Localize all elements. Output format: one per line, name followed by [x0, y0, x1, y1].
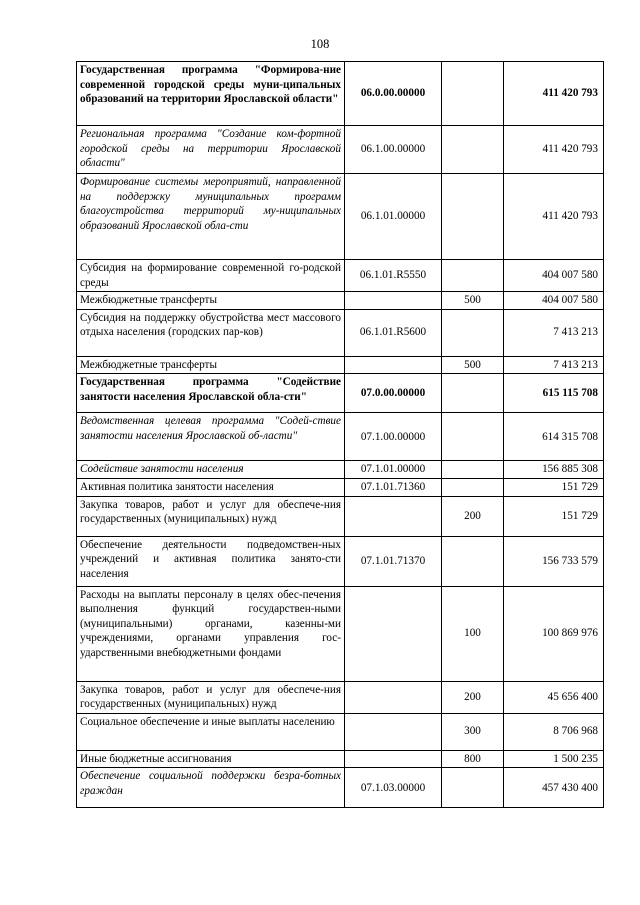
row-code: [345, 292, 442, 310]
table-row: [77, 713, 604, 750]
row-name: Социальное обеспечение и иные выплаты населению: [77, 713, 345, 750]
table-row: [77, 461, 604, 479]
row-code: 07.1.03.00000: [345, 768, 442, 808]
row-amount: 8 706 968: [504, 713, 604, 750]
row-code: 07.1.01.71370: [345, 536, 442, 586]
row-code: 06.0.00.00000: [345, 62, 442, 126]
table-row: [77, 62, 604, 126]
row-amount: 411 420 793: [504, 126, 604, 174]
row-code: 06.1.01.R5550: [345, 260, 442, 292]
table-row: [77, 260, 604, 292]
row-code: 06.1.01.R5600: [345, 309, 442, 356]
row-amount: 151 729: [504, 496, 604, 536]
row-amount: 411 420 793: [504, 62, 604, 126]
row-name: Обеспечение деятельности подведомствен-ных учреждений и активная политика занято-сти населения: [77, 536, 345, 586]
row-expense-type: [442, 461, 504, 479]
row-expense-type: [442, 260, 504, 292]
row-code: [345, 713, 442, 750]
row-expense-type: 200: [442, 496, 504, 536]
row-expense-type: 200: [442, 681, 504, 713]
row-name: Региональная программа "Создание ком-фортной городской среды на территории Ярославской области": [77, 126, 345, 174]
table-row: [77, 478, 604, 496]
table-row: [77, 292, 604, 310]
row-code: [345, 356, 442, 374]
row-name: Ведомственная целевая программа "Содей-ствие занятости населения Ярославской об-ласти": [77, 413, 345, 461]
row-amount: 614 315 708: [504, 413, 604, 461]
budget-table-body: [77, 62, 604, 808]
table-row: [77, 536, 604, 586]
row-code: 07.0.00.00000: [345, 374, 442, 413]
row-amount: 404 007 580: [504, 292, 604, 310]
table-row: [77, 174, 604, 260]
table-row: [77, 309, 604, 356]
row-expense-type: 300: [442, 713, 504, 750]
row-amount: 404 007 580: [504, 260, 604, 292]
row-code: 06.1.01.00000: [345, 174, 442, 260]
row-expense-type: 500: [442, 356, 504, 374]
row-code: 07.1.00.00000: [345, 413, 442, 461]
row-expense-type: [442, 174, 504, 260]
row-name: Расходы на выплаты персоналу в целях обес-печения выполнения функций государствен-ными (муниципальными) органами, казенны-ми учреждениями, органами управления гос-ударственными внебюджетными фондами: [77, 586, 345, 681]
row-amount: 100 869 976: [504, 586, 604, 681]
row-name: Закупка товаров, работ и услуг для обеспече-ния государственных (муниципальных) нужд: [77, 496, 345, 536]
table-row: [77, 126, 604, 174]
row-amount: 156 885 308: [504, 461, 604, 479]
row-expense-type: [442, 413, 504, 461]
row-expense-type: [442, 309, 504, 356]
row-code: 07.1.01.00000: [345, 461, 442, 479]
row-name: Иные бюджетные ассигнования: [77, 750, 345, 768]
row-code: [345, 586, 442, 681]
row-amount: 7 413 213: [504, 356, 604, 374]
row-name: Государственная программа "Содействие занятости населения Ярославской обла-сти": [77, 374, 345, 413]
row-name: Межбюджетные трансферты: [77, 356, 345, 374]
row-amount: 156 733 579: [504, 536, 604, 586]
row-code: [345, 496, 442, 536]
row-code: 07.1.01.71360: [345, 478, 442, 496]
table-row: [77, 681, 604, 713]
row-expense-type: [442, 536, 504, 586]
row-expense-type: [442, 768, 504, 808]
row-expense-type: [442, 374, 504, 413]
row-code: [345, 750, 442, 768]
row-name: Содействие занятости населения: [77, 461, 345, 479]
row-amount: 457 430 400: [504, 768, 604, 808]
row-amount: 151 729: [504, 478, 604, 496]
row-expense-type: 100: [442, 586, 504, 681]
row-expense-type: 500: [442, 292, 504, 310]
row-name: Формирование системы мероприятий, направленной на поддержку муниципальных программ благоустройства территорий му-ниципальных образований Ярославской обла-сти: [77, 174, 345, 260]
row-name: Обеспечение социальной поддержки безра-ботных граждан: [77, 768, 345, 808]
row-expense-type: [442, 62, 504, 126]
row-code: [345, 681, 442, 713]
row-amount: 7 413 213: [504, 309, 604, 356]
table-row: [77, 374, 604, 413]
row-amount: 1 500 235: [504, 750, 604, 768]
table-row: [77, 768, 604, 808]
table-row: [77, 750, 604, 768]
row-expense-type: [442, 478, 504, 496]
budget-table: [76, 61, 604, 808]
table-row: [77, 586, 604, 681]
row-amount: 615 115 708: [504, 374, 604, 413]
row-name: Субсидия на формирование современной го-родской среды: [77, 260, 345, 292]
page-number: 108: [310, 37, 330, 51]
row-code: 06.1.00.00000: [345, 126, 442, 174]
table-row: [77, 356, 604, 374]
row-expense-type: [442, 126, 504, 174]
row-expense-type: 800: [442, 750, 504, 768]
row-amount: 45 656 400: [504, 681, 604, 713]
row-name: Субсидия на поддержку обустройства мест массового отдыха населения (городских пар-ков): [77, 309, 345, 356]
row-name: Активная политика занятости населения: [77, 478, 345, 496]
row-name: Государственная программа "Формирова-ние современной городской среды муни-ципальных образований на территории Ярославской области": [77, 62, 345, 126]
row-amount: 411 420 793: [504, 174, 604, 260]
row-name: Закупка товаров, работ и услуг для обеспече-ния государственных (муниципальных) нужд: [77, 681, 345, 713]
table-row: [77, 413, 604, 461]
table-row: [77, 496, 604, 536]
row-name: Межбюджетные трансферты: [77, 292, 345, 310]
